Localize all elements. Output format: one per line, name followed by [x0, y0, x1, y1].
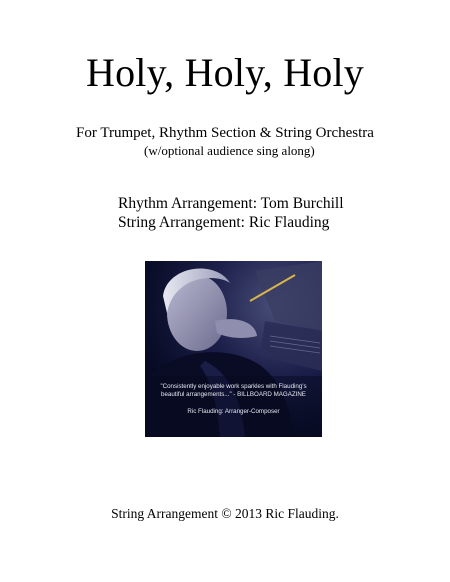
- instrumentation-subtitle: For Trumpet, Rhythm Section & String Orchestra: [76, 125, 374, 141]
- quote-line-1: "Consistently enjoyable work sparkles with Flauding's: [160, 383, 307, 390]
- sing-along-note: (w/optional audience sing along): [144, 143, 315, 158]
- copyright-notice: String Arrangement © 2013 Ric Flauding.: [111, 506, 339, 521]
- photo-quote: [145, 383, 322, 398]
- quote-line-2: beautiful arrangements..." - BILLBOARD MAGAZINE: [161, 390, 306, 398]
- string-arranger-credit: String Arrangement: Ric Flauding: [118, 214, 330, 231]
- arranger-photo: [145, 261, 322, 437]
- photo-caption: Ric Flauding: Arranger-Composer: [187, 408, 280, 415]
- page-title: Holy, Holy, Holy: [85, 50, 364, 95]
- rhythm-arranger-credit: Rhythm Arrangement: Tom Burchill: [118, 195, 344, 212]
